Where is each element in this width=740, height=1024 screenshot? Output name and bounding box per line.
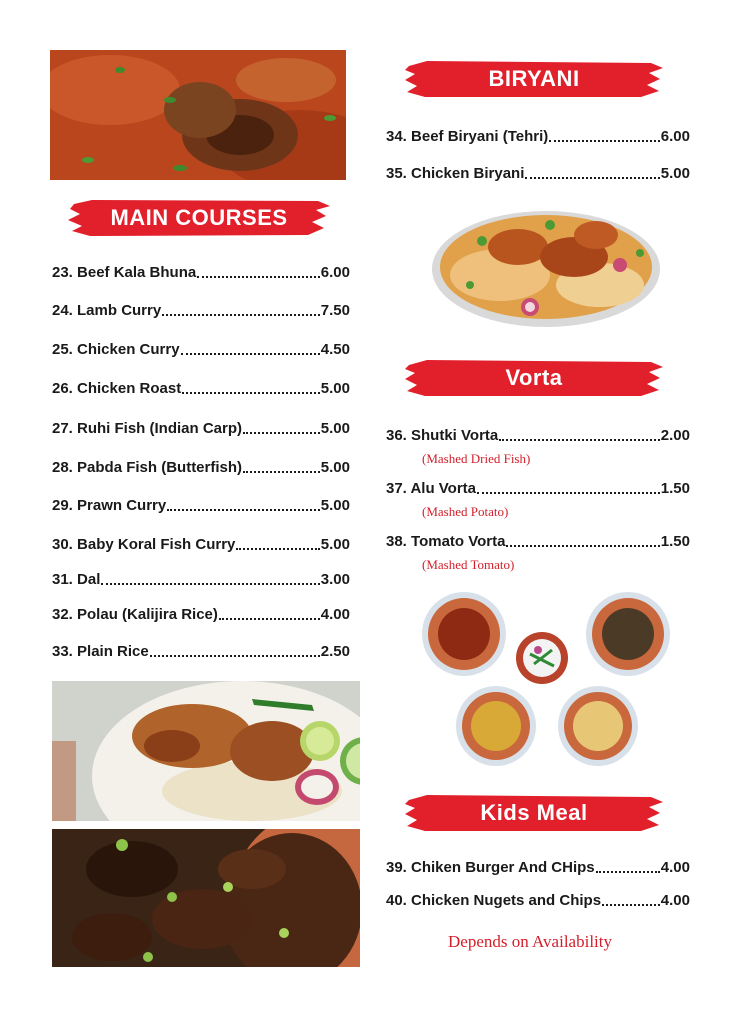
menu-item-price: 7.50 xyxy=(320,302,350,319)
dot-leader xyxy=(243,431,320,434)
dot-leader xyxy=(499,438,660,441)
menu-item-description: (Mashed Tomato) xyxy=(422,557,515,572)
menu-item-price: 5.00 xyxy=(660,165,690,182)
vorta-title: Vorta xyxy=(505,365,563,390)
kids-meal-banner xyxy=(405,791,663,835)
menu-item-name: 40. Chicken Nugets and Chips xyxy=(386,892,602,909)
menu-item-price: 6.00 xyxy=(660,128,690,145)
menu-item-price: 4.00 xyxy=(320,606,350,623)
dot-leader xyxy=(506,544,659,547)
beef-bhuna-photo xyxy=(52,829,360,967)
menu-item-name: 23. Beef Kala Bhuna xyxy=(52,264,197,281)
dot-leader xyxy=(181,352,320,355)
menu-item xyxy=(386,480,690,497)
menu-item-description: (Mashed Potato) xyxy=(422,504,509,519)
menu-item xyxy=(386,859,690,876)
chicken-roast-photo xyxy=(52,681,360,821)
menu-item-name: 28. Pabda Fish (Butterfish) xyxy=(52,459,243,476)
dot-leader xyxy=(525,176,659,179)
menu-item xyxy=(52,380,350,397)
dot-leader xyxy=(477,491,660,494)
menu-item-price: 2.00 xyxy=(660,427,690,444)
menu-item-name: 32. Polau (Kalijira Rice) xyxy=(52,606,218,623)
menu-item-name: 39. Chiken Burger And CHips xyxy=(386,859,595,876)
vorta-banner xyxy=(405,356,663,400)
menu-item-name: 34. Beef Biryani (Tehri) xyxy=(386,128,549,145)
main-courses-title: MAIN COURSES xyxy=(110,205,288,230)
dot-leader xyxy=(197,275,320,278)
menu-item xyxy=(386,892,690,909)
menu-item-price: 5.00 xyxy=(320,420,350,437)
menu-item-name: 29. Prawn Curry xyxy=(52,497,167,514)
menu-item-price: 4.00 xyxy=(660,892,690,909)
menu-item-price: 2.50 xyxy=(320,643,350,660)
menu-item-name: 33. Plain Rice xyxy=(52,643,149,660)
menu-item-name: 38. Tomato Vorta xyxy=(386,533,506,550)
menu-item-name: 30. Baby Koral Fish Curry xyxy=(52,536,236,553)
dot-leader xyxy=(602,903,660,906)
menu-item-price: 4.00 xyxy=(660,859,690,876)
vorta-bowls-photo xyxy=(418,590,674,770)
menu-item xyxy=(52,606,350,623)
menu-item-name: 24. Lamb Curry xyxy=(52,302,162,319)
menu-item xyxy=(52,497,350,514)
menu-item-price: 3.00 xyxy=(320,571,350,588)
menu-item-price: 6.00 xyxy=(320,264,350,281)
dot-leader xyxy=(219,617,320,620)
menu-item-name: 35. Chicken Biryani xyxy=(386,165,525,182)
menu-item-price: 5.00 xyxy=(320,536,350,553)
menu-item-name: 25. Chicken Curry xyxy=(52,341,180,358)
menu-item-price: 1.50 xyxy=(660,533,690,550)
dot-leader xyxy=(162,313,320,316)
biryani-photo xyxy=(430,205,662,331)
menu-item xyxy=(52,571,350,588)
dot-leader xyxy=(549,139,660,142)
kids-meal-title: Kids Meal xyxy=(480,800,588,825)
menu-item-name: 26. Chicken Roast xyxy=(52,380,182,397)
menu-item-description: (Mashed Dried Fish) xyxy=(422,451,531,466)
availability-note: Depends on Availability xyxy=(448,932,612,951)
menu-item xyxy=(52,420,350,437)
fish-curry-photo xyxy=(50,50,346,180)
biryani-banner xyxy=(405,57,663,101)
menu-item-name: 31. Dal xyxy=(52,571,101,588)
biryani-title: BIRYANI xyxy=(488,66,580,91)
menu-item-price: 1.50 xyxy=(660,480,690,497)
menu-item xyxy=(52,459,350,476)
dot-leader xyxy=(182,391,320,394)
dot-leader xyxy=(150,654,320,657)
menu-item xyxy=(52,264,350,281)
menu-item-price: 5.00 xyxy=(320,380,350,397)
main-courses-banner xyxy=(68,196,330,240)
dot-leader xyxy=(101,582,319,585)
dot-leader xyxy=(167,508,320,511)
dot-leader xyxy=(236,547,319,550)
menu-item xyxy=(52,643,350,660)
menu-item-price: 5.00 xyxy=(320,459,350,476)
menu-item-name: 36. Shutki Vorta xyxy=(386,427,499,444)
dot-leader xyxy=(596,870,660,873)
menu-item xyxy=(52,302,350,319)
menu-item-name: 37. Alu Vorta xyxy=(386,480,477,497)
menu-item-price: 5.00 xyxy=(320,497,350,514)
menu-item xyxy=(52,536,350,553)
dot-leader xyxy=(243,470,320,473)
menu-item xyxy=(52,341,350,358)
menu-item xyxy=(386,165,690,182)
menu-item-name: 27. Ruhi Fish (Indian Carp) xyxy=(52,420,243,437)
menu-item xyxy=(386,533,690,550)
menu-item xyxy=(386,427,690,444)
menu-item-price: 4.50 xyxy=(320,341,350,358)
menu-item xyxy=(386,128,690,145)
